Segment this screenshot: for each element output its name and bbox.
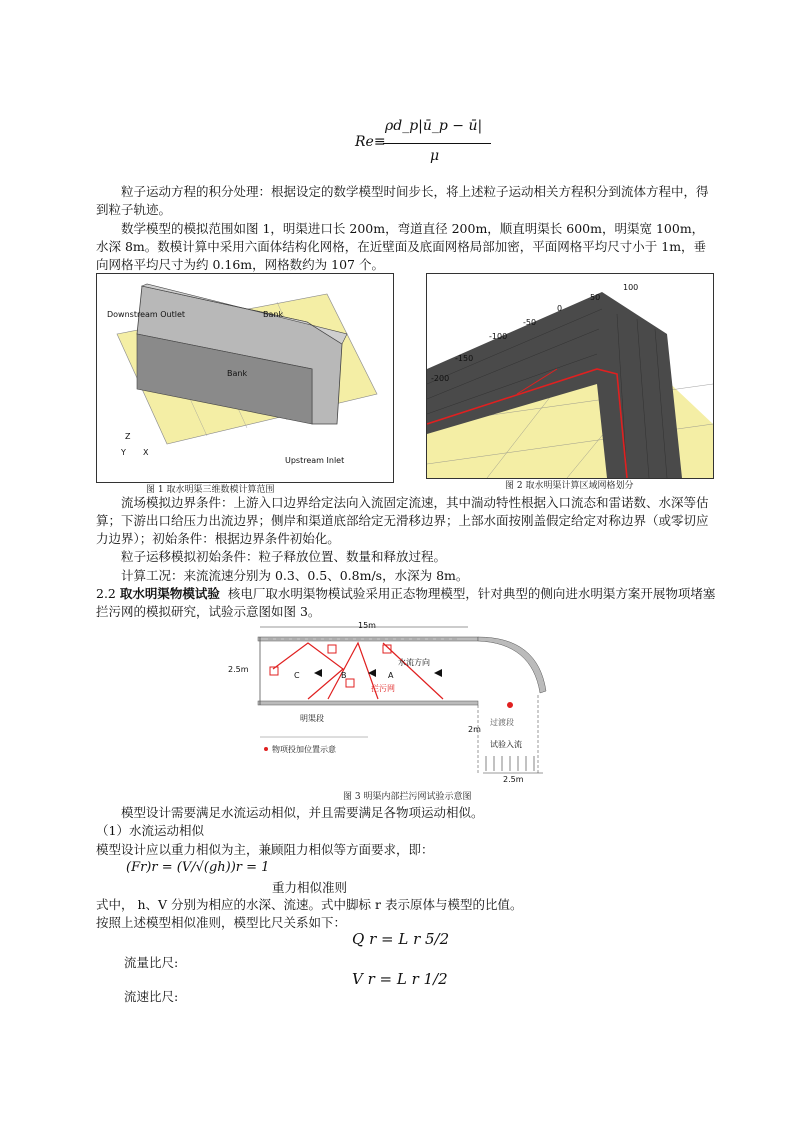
axis-z: Z [125, 432, 131, 441]
tick-50: 50 [590, 293, 601, 302]
section-number: 2.2 [96, 586, 116, 601]
fig3-net: 拦污网 [371, 684, 395, 693]
label-bank-2: Bank [227, 369, 248, 378]
tick-m100: -100 [489, 332, 508, 341]
fig3-channel: 明渠段 [300, 714, 324, 723]
fig3-width: 2.5m [228, 665, 249, 674]
tick-m200: -200 [431, 374, 450, 383]
fig3-transition: 过渡段 [490, 718, 514, 727]
section-body: 核电厂取水明渠物模试验采用正态物理模型，针对典型的侧向进水明渠方案开展物项堵塞拦污网的模拟研究，试验示意图如图 3。 [96, 586, 716, 619]
fig3-flow-dir: 水流方向 [398, 658, 430, 667]
paragraph-boundary-conditions: 流场模拟边界条件：上游入口边界给定法向入流固定流速，其中湍动特性根据入口流态和雷诺数、水深等估算；下游出口给压力出流边界；侧岸和渠道底部给定无滑移边界；上部水面按刚盖假定给定对称边界（或零切应力边界）；初始条件：根据边界条件初始化。 [96, 495, 709, 546]
reynolds-equation [355, 112, 495, 172]
paragraph-scale-relation: 按照上述模型相似准则，模型比尺关系如下： [96, 915, 347, 930]
velocity-scale-eq: V r = L r 1/2 [352, 970, 448, 988]
paragraph-particle-integration: 粒子运动方程的积分处理：根据设定的数学模型时间步长，将上述粒子运动相关方程积分到流体方程中，得到粒子轨迹。 [96, 184, 709, 217]
froude-equation: (Fr)r = (V/√(gh))r = 1 [126, 860, 270, 875]
subheading-flow-similarity: （1）水流运动相似 [96, 823, 204, 838]
figure-2 [426, 273, 714, 479]
fig3-inlet: 试验入流 [490, 740, 522, 749]
fig3-b: B [341, 671, 347, 680]
label-upstream: Upstream Inlet [285, 456, 345, 465]
eq-numerator: ρd_p|ū_p − ū| [385, 118, 483, 134]
eq-denominator: μ [430, 148, 440, 164]
axis-y: Y [121, 448, 126, 457]
fraction-bar [383, 143, 491, 144]
figure-1-drawing [97, 274, 393, 482]
froude-label: 重力相似准则 [272, 880, 348, 895]
tick-m150: -150 [455, 354, 474, 363]
section-title: 取水明渠物模试验 [119, 586, 220, 601]
eq-lhs: Re≡ [355, 134, 386, 150]
paragraph-similarity: 模型设计需要满足水流运动相似，并且需要满足各物项运动相似。 [121, 805, 484, 820]
figure-2-caption: 图 2 取水明渠计算区域网格划分 [505, 481, 634, 491]
section-2-2 [96, 585, 716, 621]
label-downstream: Downstream Outlet [107, 310, 186, 319]
figure-3-drawing [228, 621, 558, 786]
label-bank-1: Bank [263, 310, 284, 319]
figure-3 [228, 621, 558, 786]
fig3-c: C [294, 671, 300, 680]
figure-2-drawing [427, 274, 713, 478]
velocity-scale-label: 流速比尺: [124, 989, 179, 1004]
fig3-bottom-width: 2.5m [503, 775, 524, 784]
tick-m50: -50 [523, 318, 537, 327]
paragraph-notation: 式中， h、V 分别为相应的水深、流速。式中脚标 r 表示原体与模型的比值。 [96, 897, 523, 912]
figure-3-caption: 图 3 明渠内部拦污网试验示意图 [343, 792, 472, 802]
paragraph-particle-initial: 粒子运移模拟初始条件：粒子释放位置、数量和释放过程。 [121, 549, 447, 564]
tick-100: 100 [623, 283, 639, 292]
tick-0: 0 [557, 304, 563, 313]
paragraph-model-range: 数学模型的模拟范围如图 1，明渠进口长 200m，弯道直径 200m，顺直明渠长 600m，明渠宽 100m，水深 8m。数模计算中采用六面体结构化网格，在近壁面及底面网格局部加密，平面网格平均尺寸小于 1m，垂向网格平均尺寸为约 0.16m，网格数约为 107 个。 [96, 221, 707, 272]
fig3-legend: 物项投加位置示意 [272, 745, 336, 754]
fig3-length: 15m [358, 621, 376, 630]
paragraph-gravity: 模型设计应以重力相似为主，兼顾阻力相似等方面要求，即： [96, 842, 434, 857]
flow-scale-eq: Q r = L r 5/2 [352, 930, 450, 948]
paragraph-cases: 计算工况：来流流速分别为 0.3、0.5、0.8m/s，水深为 8m。 [121, 568, 469, 583]
figure-1-caption: 图 1 取水明渠三维数模计算范围 [146, 485, 275, 495]
fig3-height: 2m [468, 725, 481, 734]
figure-1 [96, 273, 394, 483]
axis-x: X [143, 448, 149, 457]
fig3-a: A [388, 671, 394, 680]
flow-scale-label: 流量比尺: [124, 955, 179, 970]
